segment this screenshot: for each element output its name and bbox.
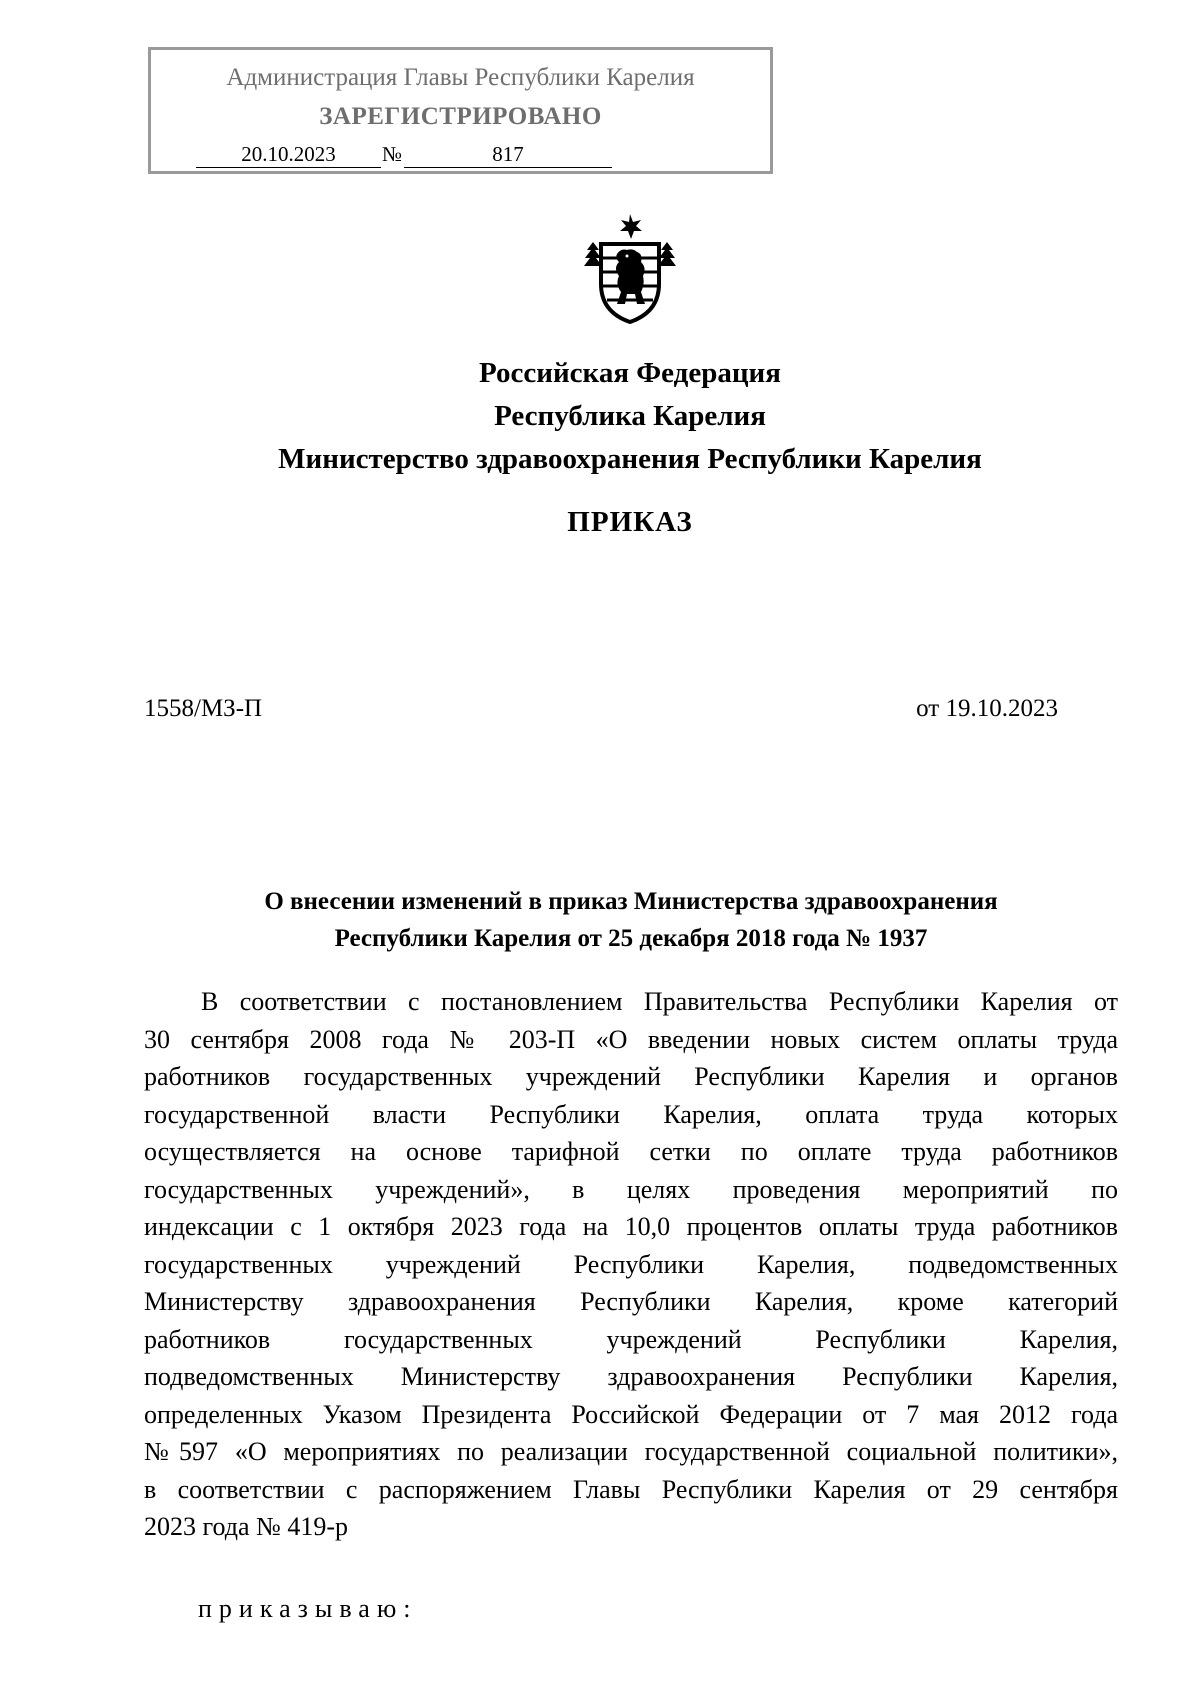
subject-line-1: О внесении изменений в приказ Министерства здравоохранения (264, 888, 998, 915)
body-line: индексации с 1 октября 2023 года на 10,0 процентов оплаты труда работников (144, 1212, 1118, 1241)
body-line: государственной власти Республики Карелия, оплата труда которых (144, 1099, 1118, 1129)
body-line: В соответствии с постановлением Правительства Республики Карелия от (201, 987, 1118, 1016)
body-line: работников государственных учреждений Республики Карелия и органов (144, 1062, 1118, 1091)
document-number: 1558/МЗ-П (144, 695, 263, 722)
header-country: Российская Федерация (479, 357, 781, 389)
body-line: работников государственных учреждений Республики Карелия, (144, 1324, 1118, 1354)
stamp-organization: Администрация Главы Республики Карелия (226, 64, 695, 91)
stamp-number: 817 (404, 142, 612, 168)
body-line: 2023 года № 419-р (144, 1512, 349, 1541)
document-date: от 19.10.2023 (916, 695, 1058, 722)
registration-stamp (148, 47, 773, 174)
document-subject (144, 883, 1118, 957)
body-line: в соответствии с распоряжением Главы Республики Карелия от 29 сентября (144, 1474, 1118, 1504)
stamp-number-sign: № (382, 142, 403, 166)
body-line: государственных учреждений», в целях проведения мероприятий по (144, 1174, 1118, 1204)
document-type-title: ПРИКАЗ (567, 506, 693, 538)
body-line: государственных учреждений Республики Карелия, подведомственных (144, 1249, 1118, 1279)
body-line: 30 сентября 2008 года № 203-П «О введении новых систем оплаты труда (144, 1024, 1118, 1054)
header-ministry: Министерство здравоохранения Республики Карелия (278, 443, 982, 475)
document-body (144, 983, 1118, 1546)
body-line: подведомственных Министерству здравоохранения Республики Карелия, (144, 1362, 1118, 1391)
body-line: №597 «О мероприятиях по реализации государственной социальной политики», (144, 1437, 1118, 1466)
stamp-status: ЗАРЕГИСТРИРОВАНО (319, 103, 602, 130)
header-republic: Республика Карелия (494, 400, 766, 432)
body-line: осуществляется на основе тарифной сетки по оплате труда работников (144, 1137, 1118, 1166)
decree-word: приказываю: (198, 1594, 418, 1623)
body-line: определенных Указом Президента Российской Федерации от 7 мая 2012 года (144, 1399, 1118, 1429)
subject-line-2: Республики Карелия от 25 декабря 2018 года № 1937 (334, 925, 928, 952)
karelia-coat-of-arms-icon (583, 212, 677, 325)
body-line: Министерству здравоохранения Республики Карелия, кроме категорий (144, 1287, 1118, 1316)
stamp-date: 20.10.2023 (196, 142, 381, 168)
